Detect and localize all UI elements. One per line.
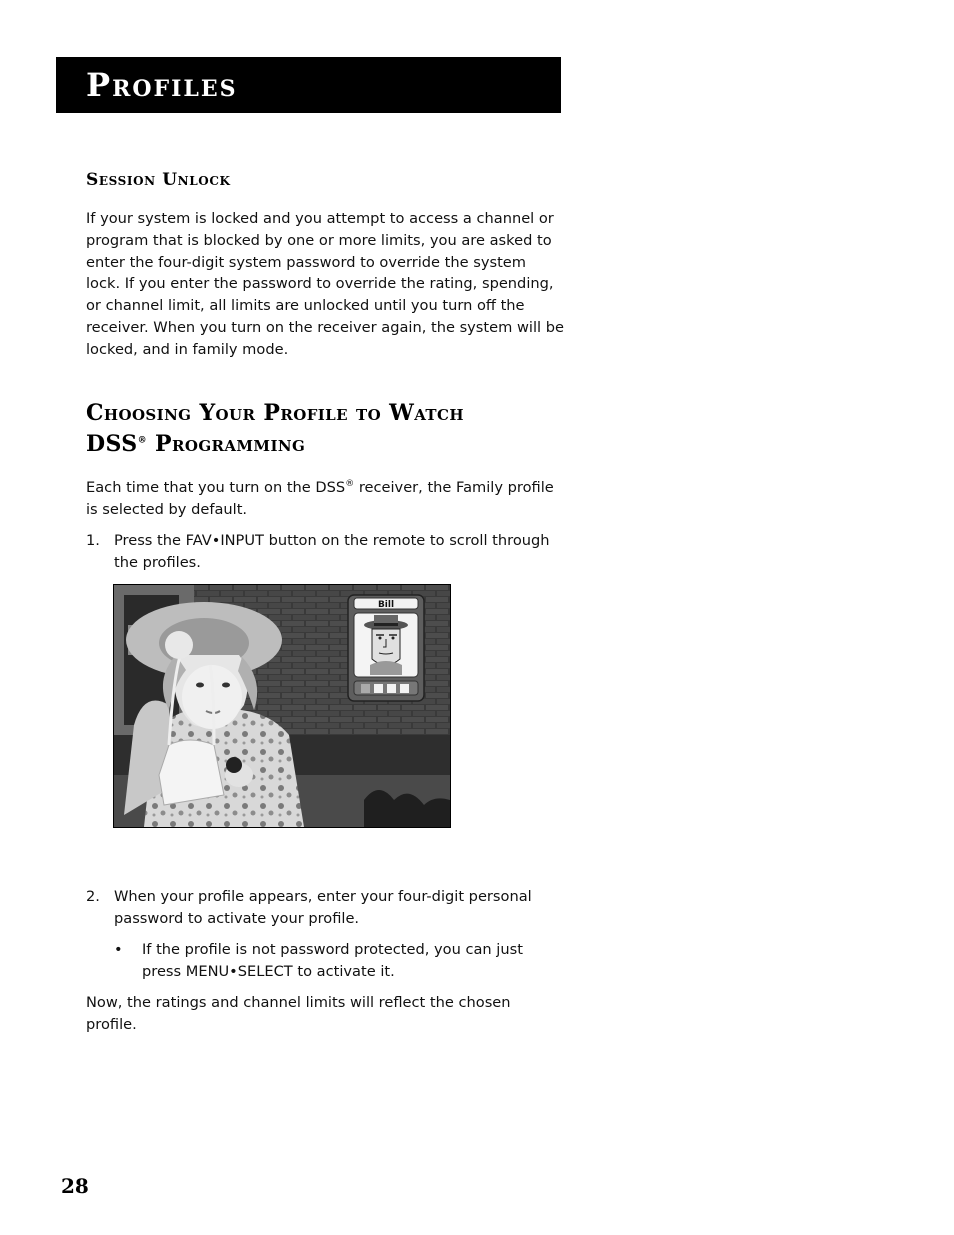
session-unlock-heading: Session Unlock [86,170,231,190]
bullet-symbol: • [114,941,123,958]
step-1-number: 1. [86,532,100,549]
closing-text: Now, the ratings and channel limits will reflect the chosen profile. [86,994,511,1033]
step-2-text: When your profile appears, enter your four-digit personal password to activate your profile. [114,888,532,927]
bullet-text: If the profile is not password protected, you can just press MENU•SELECT to activate it. [142,941,523,980]
profile-name: Bill [377,600,395,610]
intro-registered-mark: ® [345,479,355,490]
intro-text-post: receiver, the Family profile is selected by default. [86,479,554,518]
page-number: 28 [61,1174,89,1198]
page-title: Profiles [86,66,238,104]
choosing-heading-line2 [86,429,556,460]
title-banner [56,57,561,113]
password-digit-1 [361,684,370,693]
session-unlock-text: If your system is locked and you attempt to access a channel or program that is blocked by one or more limits, you are asked to enter the four-digit system password to override the system lock. If you enter the password to override the rating, spending, or channel limit, all limits are unlocked until you turn off the receiver. When you turn on the receiver again, the system will be locked, and in family mode. [86,210,564,358]
choosing-heading-line1: Choosing Your Profile to Watch [86,400,464,426]
password-digit-3 [387,684,396,693]
password-digit-2 [374,684,383,693]
password-digit-4 [400,684,409,693]
intro-paragraph [86,477,564,521]
screen-photo-illustration [114,585,450,827]
heading-registered-mark: ® [137,435,147,446]
step-1-text: Press the FAV•INPUT button on the remote to scroll through the profiles. [114,532,550,571]
step-2-number: 2. [86,888,100,905]
closing-paragraph [86,992,564,1036]
session-unlock-paragraph [86,208,564,361]
intro-text [86,477,564,521]
heading-programming: Programming [146,431,306,457]
profile-panel [348,595,424,701]
intro-text-pre: Each time that you turn on the DSS [86,479,346,496]
screen-photo [113,584,451,828]
heading-dss: DSS [86,431,138,457]
choosing-profile-heading [86,398,556,460]
